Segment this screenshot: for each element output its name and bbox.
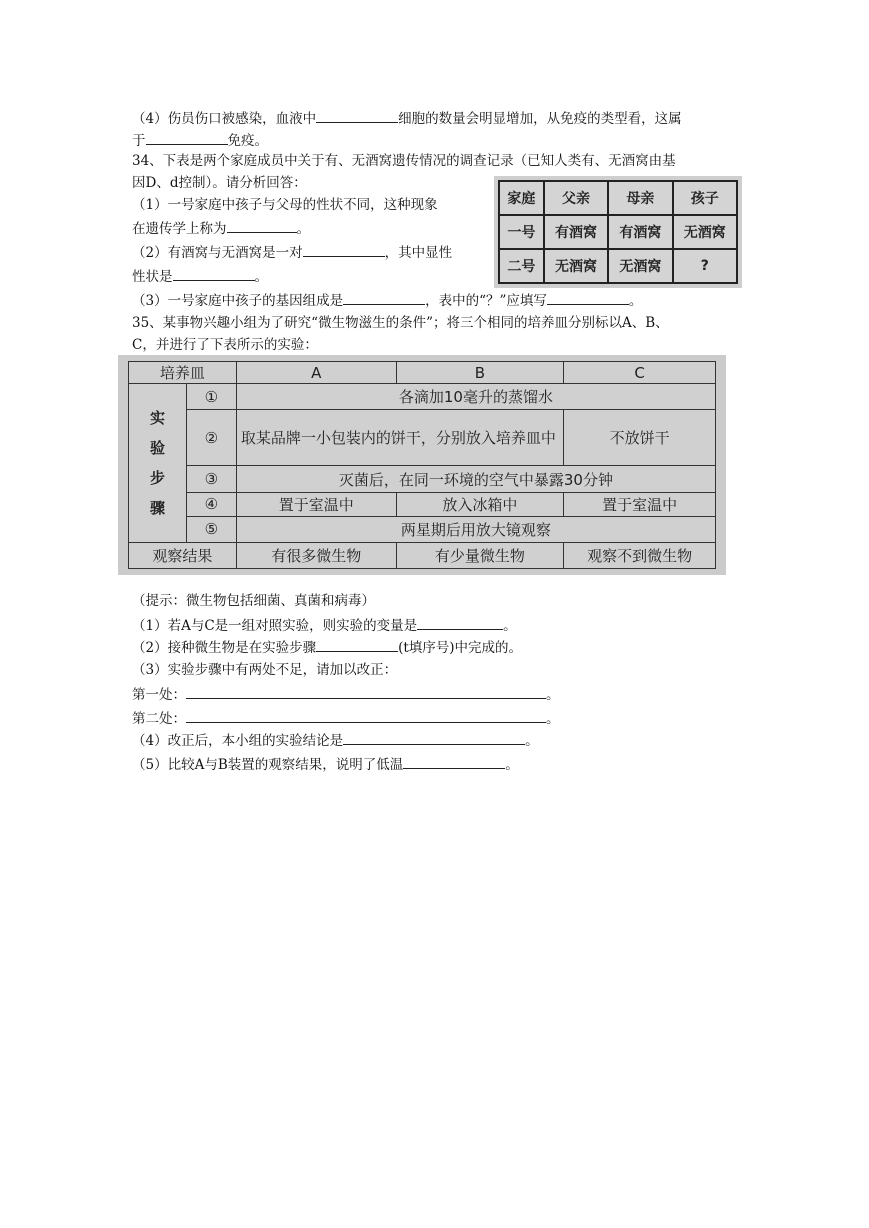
q34-1-line1: （1）一号家庭中孩子与父母的性状不同，这种现象: [132, 197, 438, 213]
q34-intro-line2: 因D、d控制）。请分析回答：: [132, 175, 307, 191]
text: 。: [546, 687, 560, 703]
step-number: ④: [186, 492, 236, 516]
table-header-cell: 母亲: [608, 181, 672, 215]
result-cell: 观察不到微生物: [564, 542, 716, 568]
table-cell: 二号: [499, 249, 544, 283]
q35-intro-line1: 35、某事物兴趣小组为了研究“微生物滋生的条件”；将三个相同的培养皿分别标以A、B、: [132, 315, 669, 331]
text: 在遗传学上称为: [132, 221, 227, 237]
q35-first-fix-line: [132, 684, 560, 704]
q34-intro-line1: 34、下表是两个家庭成员中关于有、无酒窝遗传情况的调查记录（已知人类有、无酒窝由基: [132, 153, 676, 169]
answer-blank[interactable]: [173, 266, 255, 281]
q34-3-line: [132, 290, 642, 310]
text: 于: [132, 133, 146, 149]
answer-blank[interactable]: [343, 290, 425, 305]
table-row: [129, 542, 716, 568]
table-cell: 无酒窝: [544, 249, 608, 283]
step-number: ②: [186, 410, 236, 466]
step-text: 置于室温中: [236, 492, 396, 516]
header-c: C: [564, 362, 716, 384]
table-row: [129, 410, 716, 466]
text: ，其中显性: [384, 245, 453, 261]
answer-blank[interactable]: [186, 708, 546, 723]
step-text: 各滴加10毫升的蒸馏水: [236, 384, 715, 410]
text: 免疫。: [227, 133, 268, 149]
text: 。: [254, 269, 268, 285]
table-cell: 有酒窝: [544, 215, 608, 249]
answer-blank[interactable]: [186, 684, 546, 699]
q35-3-line: （3）实验步骤中有两处不足，请加以改正：: [132, 662, 398, 678]
text: 。: [628, 293, 643, 309]
text: ，表中的“？”应填写: [425, 293, 547, 309]
step-text: 置于室温中: [564, 492, 716, 516]
answer-blank[interactable]: [303, 242, 385, 257]
q34-2-line2: [132, 266, 268, 286]
step-number: ③: [186, 466, 236, 492]
family-dimple-table: [494, 176, 742, 288]
answer-blank[interactable]: [146, 130, 228, 145]
table-header-row: [129, 362, 716, 384]
table-header-cell: 家庭: [499, 181, 544, 215]
text: 第一处：: [132, 687, 186, 703]
q35-4-line: [132, 730, 539, 750]
q35-1-line: [132, 615, 517, 635]
text: （4）伤员伤口被感染，血液中: [132, 111, 317, 127]
table-cell: 无酒窝: [673, 215, 737, 249]
q35-5-line: [132, 754, 519, 774]
answer-blank[interactable]: [403, 754, 505, 769]
table-cell: 无酒窝: [608, 249, 672, 283]
header-dish: 培养皿: [129, 362, 237, 384]
answer-blank[interactable]: [227, 218, 297, 233]
steps-label-text: 实 验 步 骤: [149, 408, 165, 517]
header-b: B: [396, 362, 564, 384]
result-label: 观察结果: [129, 542, 237, 568]
text: 细胞的数量会明显增加，从免疫的类型看，这属: [398, 111, 682, 127]
q35-2-line: [132, 637, 522, 657]
table-row: [129, 492, 716, 516]
text: （2）有酒窝与无酒窝是一对: [132, 245, 303, 261]
table-cell: ?: [673, 249, 737, 283]
result-cell: 有很多微生物: [236, 542, 396, 568]
text: 。: [503, 618, 517, 634]
answer-blank[interactable]: [547, 290, 629, 305]
text: （4）改正后，本小组的实验结论是: [132, 733, 344, 749]
q35-second-fix-line: [132, 708, 560, 728]
q33-4-line1: [132, 108, 682, 128]
step-text: 两星期后用放大镜观察: [236, 516, 715, 542]
table-header-row: [499, 181, 737, 215]
step-text: 取某品牌一小包装内的饼干，分别放入培养皿中: [236, 410, 563, 466]
answer-blank[interactable]: [316, 108, 398, 123]
text: 性状是: [132, 269, 173, 285]
text: 第二处：: [132, 711, 186, 727]
step-number: ①: [186, 384, 236, 410]
table-cell: 一号: [499, 215, 544, 249]
text: (t填序号)中完成的。: [398, 640, 523, 656]
q34-2-line1: [132, 242, 452, 262]
table-row: [499, 249, 737, 283]
table-row: [129, 466, 716, 492]
table-row: [129, 516, 716, 542]
q35-hint: （提示：微生物包括细菌、真菌和病毒）: [132, 593, 375, 609]
step-text: 灭菌后，在同一环境的空气中暴露30分钟: [236, 466, 715, 492]
answer-blank[interactable]: [417, 615, 503, 630]
experiment-table: [118, 355, 726, 575]
table-row: [129, 384, 716, 410]
text: （1）若A与C是一组对照实验，则实验的变量是: [132, 618, 418, 634]
q33-4-line2: [132, 130, 268, 150]
step-number: ⑤: [186, 516, 236, 542]
text: （5）比较A与B装置的观察结果，说明了低温: [132, 757, 404, 773]
result-cell: 有少量微生物: [396, 542, 564, 568]
header-a: A: [236, 362, 396, 384]
table-row: [499, 215, 737, 249]
step-text: 放入冰箱中: [396, 492, 564, 516]
text: 。: [296, 221, 310, 237]
text: （2）接种微生物是在实验步骤: [132, 640, 317, 656]
step-text: 不放饼干: [564, 410, 716, 466]
text: 。: [525, 733, 539, 749]
q34-1-line2: [132, 218, 310, 238]
text: 。: [505, 757, 519, 773]
table-header-cell: 父亲: [544, 181, 608, 215]
table-cell: 有酒窝: [608, 215, 672, 249]
table-header-cell: 孩子: [673, 181, 737, 215]
text: 。: [546, 711, 560, 727]
q35-intro-line2: C，并进行了下表所示的实验：: [132, 337, 318, 353]
steps-label: [129, 384, 187, 543]
answer-blank[interactable]: [343, 730, 525, 745]
text: （3）一号家庭中孩子的基因组成是: [132, 293, 344, 309]
answer-blank[interactable]: [316, 637, 398, 652]
